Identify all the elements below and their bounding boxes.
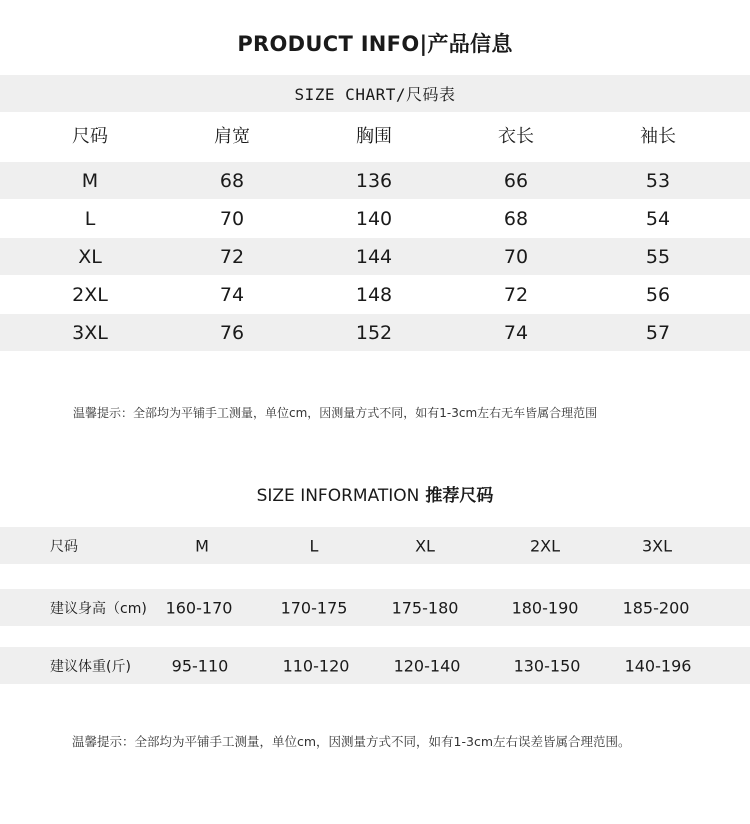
cell-chest: 152 bbox=[355, 321, 393, 344]
size-info-size: L bbox=[309, 536, 319, 555]
cell-chest: 136 bbox=[355, 169, 393, 192]
cell-size: 3XL bbox=[72, 321, 108, 344]
cell-shoulder: 68 bbox=[219, 169, 245, 192]
size-info-weight-row bbox=[0, 647, 750, 684]
cell-length: 66 bbox=[503, 169, 529, 192]
cell-size: 2XL bbox=[72, 283, 108, 306]
size-info-weight-value: 110-120 bbox=[282, 656, 350, 675]
cell-length: 72 bbox=[503, 283, 529, 306]
cell-size: M bbox=[81, 169, 99, 192]
table-row bbox=[0, 314, 750, 351]
cell-shoulder: 76 bbox=[219, 321, 245, 344]
size-info-header-label: 尺码 bbox=[50, 538, 78, 555]
cell-shoulder: 72 bbox=[219, 245, 245, 268]
header-size: 尺码 bbox=[72, 125, 108, 147]
header-shoulder: 肩宽 bbox=[214, 125, 250, 147]
size-info-weight-value: 140-196 bbox=[624, 656, 692, 675]
cell-sleeve: 54 bbox=[645, 207, 671, 230]
header-sleeve: 袖长 bbox=[640, 125, 676, 147]
size-info-title bbox=[0, 481, 750, 506]
size-info-size: XL bbox=[415, 536, 435, 555]
table-row bbox=[0, 200, 750, 237]
cell-sleeve: 53 bbox=[645, 169, 671, 192]
cell-size: L bbox=[84, 207, 96, 230]
size-info-weight-label: 建议体重(斤) bbox=[50, 658, 131, 675]
size-info-height-value: 185-200 bbox=[622, 598, 690, 617]
size-info-note: 温馨提示：全部均为平铺手工测量，单位cm，因测量方式不同，如有1-3cm左右误差皆属合理范围。 bbox=[72, 734, 631, 749]
size-info-height-value: 175-180 bbox=[391, 598, 459, 617]
size-info-height-value: 160-170 bbox=[165, 598, 233, 617]
size-chart-header-row bbox=[0, 116, 750, 153]
size-info-height-label: 建议身高（cm) bbox=[50, 600, 147, 617]
cell-length: 68 bbox=[503, 207, 529, 230]
cell-chest: 144 bbox=[355, 245, 393, 268]
size-info-size: 3XL bbox=[641, 536, 673, 555]
size-chart-title: SIZE CHART/尺码表 bbox=[0, 75, 750, 112]
size-info-height-value: 170-175 bbox=[280, 598, 348, 617]
cell-sleeve: 55 bbox=[645, 245, 671, 268]
cell-length: 74 bbox=[503, 321, 529, 344]
header-chest: 胸围 bbox=[356, 125, 392, 147]
size-info-title-en: SIZE INFORMATION bbox=[256, 486, 420, 506]
cell-sleeve: 57 bbox=[645, 321, 671, 344]
size-info-weight-value: 130-150 bbox=[513, 656, 581, 675]
cell-shoulder: 74 bbox=[219, 283, 245, 306]
size-info-size: 2XL bbox=[529, 536, 561, 555]
size-info-title-cn: 推荐尺码 bbox=[425, 486, 494, 506]
header-length: 衣长 bbox=[498, 125, 534, 147]
size-info-header-row bbox=[0, 527, 750, 564]
page-title: PRODUCT INFO|产品信息 bbox=[237, 32, 513, 56]
cell-size: XL bbox=[78, 245, 102, 268]
cell-shoulder: 70 bbox=[219, 207, 245, 230]
cell-chest: 148 bbox=[355, 283, 393, 306]
size-info-weight-value: 95-110 bbox=[171, 656, 229, 675]
size-chart-note: 温馨提示：全部均为平铺手工测量，单位cm，因测量方式不同，如有1-3cm左右无车皆属合理范围 bbox=[73, 406, 598, 420]
cell-sleeve: 56 bbox=[645, 283, 671, 306]
size-info-height-value: 180-190 bbox=[511, 598, 579, 617]
cell-chest: 140 bbox=[355, 207, 393, 230]
table-row bbox=[0, 162, 750, 199]
table-row bbox=[0, 276, 750, 313]
table-row bbox=[0, 238, 750, 275]
size-info-height-row bbox=[0, 589, 750, 626]
size-info-weight-value: 120-140 bbox=[393, 656, 461, 675]
size-info-size: M bbox=[195, 536, 209, 555]
cell-length: 70 bbox=[503, 245, 529, 268]
